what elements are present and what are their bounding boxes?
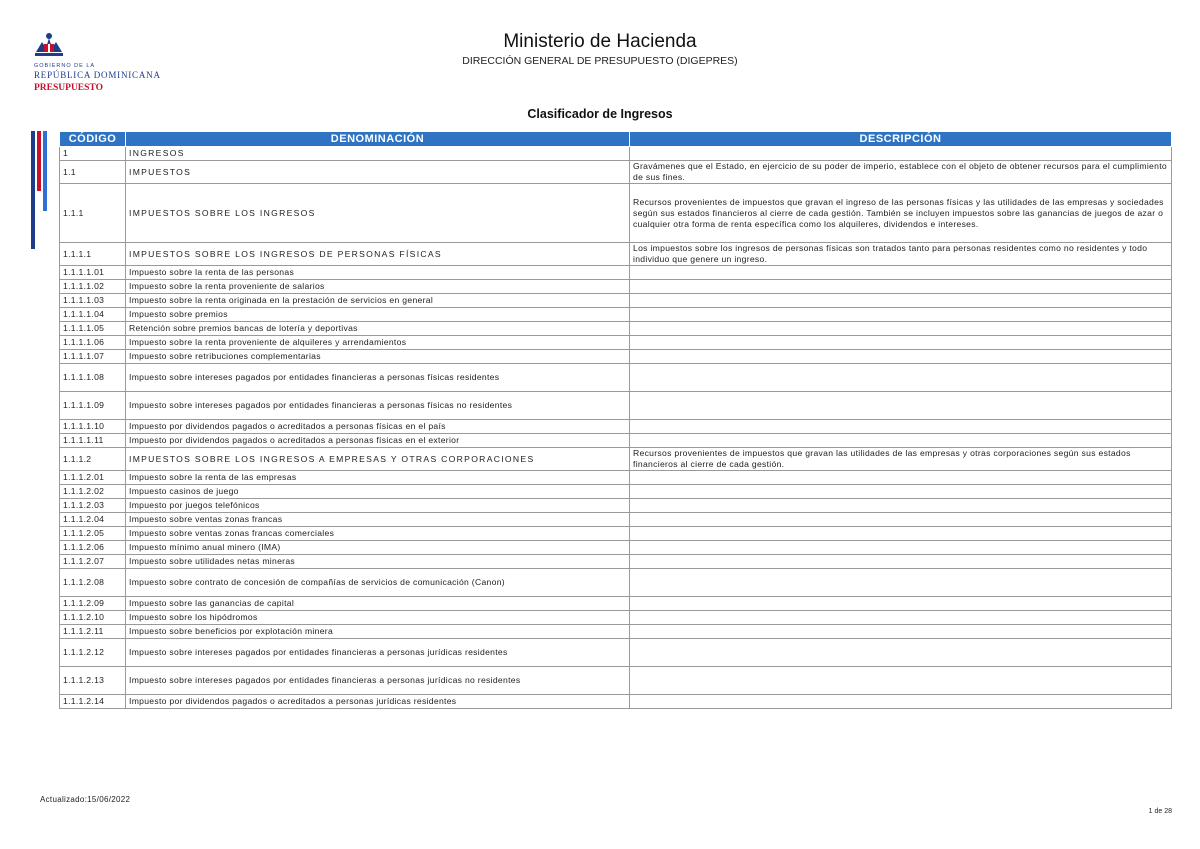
table-row bbox=[60, 161, 1172, 184]
code-cell: 1.1.1.1.08 bbox=[60, 364, 126, 392]
table-row bbox=[60, 448, 1172, 471]
table-row bbox=[60, 597, 1172, 611]
code-cell: 1.1.1.1.10 bbox=[60, 420, 126, 434]
description-cell bbox=[630, 364, 1172, 392]
description-cell bbox=[630, 392, 1172, 420]
ministry-title: Ministerio de Hacienda bbox=[503, 31, 697, 52]
code-cell: 1.1.1.2.11 bbox=[60, 625, 126, 639]
description-cell bbox=[630, 541, 1172, 555]
description-cell bbox=[630, 485, 1172, 499]
description-cell bbox=[630, 322, 1172, 336]
logo-line-presupuesto: PRESUPUESTO bbox=[34, 83, 103, 93]
updated-date: Actualizado:15/06/2022 bbox=[40, 795, 131, 804]
column-header-code: CÓDIGO bbox=[60, 132, 126, 147]
code-cell: 1.1.1.2.08 bbox=[60, 569, 126, 597]
table-row bbox=[60, 513, 1172, 527]
table-row bbox=[60, 667, 1172, 695]
name-cell: Impuesto sobre la renta de las personas bbox=[126, 266, 630, 280]
description-cell bbox=[630, 350, 1172, 364]
description-cell bbox=[630, 147, 1172, 161]
code-cell: 1.1.1.1.02 bbox=[60, 280, 126, 294]
table-row bbox=[60, 434, 1172, 448]
code-cell: 1.1.1.2 bbox=[60, 448, 126, 471]
description-cell bbox=[630, 471, 1172, 485]
code-cell: 1.1.1.2.02 bbox=[60, 485, 126, 499]
code-cell: 1.1.1.2.03 bbox=[60, 499, 126, 513]
name-cell: Impuesto sobre intereses pagados por entidades financieras a personas jurídicas residentes bbox=[126, 639, 630, 667]
code-cell: 1.1.1.1.09 bbox=[60, 392, 126, 420]
document-title: Clasificador de Ingresos bbox=[527, 107, 673, 121]
name-cell: Impuesto sobre intereses pagados por entidades financieras a personas físicas no residentes bbox=[126, 392, 630, 420]
table-row bbox=[60, 243, 1172, 266]
decorative-side-bars bbox=[31, 131, 51, 251]
code-cell: 1.1.1.1.05 bbox=[60, 322, 126, 336]
directorate-subtitle: DIRECCIÓN GENERAL DE PRESUPUESTO (DIGEPRES) bbox=[462, 55, 738, 67]
table-row bbox=[60, 569, 1172, 597]
name-cell: Impuesto por dividendos pagados o acreditados a personas físicas en el exterior bbox=[126, 434, 630, 448]
table-row bbox=[60, 294, 1172, 308]
name-cell: Impuesto sobre beneficios por explotación minera bbox=[126, 625, 630, 639]
name-cell: Impuesto sobre contrato de concesión de compañías de servicios de comunicación (Canon) bbox=[126, 569, 630, 597]
name-cell: IMPUESTOS SOBRE LOS INGRESOS DE PERSONAS FÍSICAS bbox=[126, 243, 630, 266]
name-cell: Impuesto casinos de juego bbox=[126, 485, 630, 499]
name-cell: Impuesto sobre retribuciones complementarias bbox=[126, 350, 630, 364]
table-row bbox=[60, 308, 1172, 322]
code-cell: 1.1.1.1.04 bbox=[60, 308, 126, 322]
blue-bar bbox=[43, 131, 47, 211]
name-cell: IMPUESTOS bbox=[126, 161, 630, 184]
logo-line-republic: REPÚBLICA DOMINICANA bbox=[34, 70, 161, 80]
code-cell: 1.1.1.1.01 bbox=[60, 266, 126, 280]
description-cell bbox=[630, 513, 1172, 527]
name-cell: Impuesto por juegos telefónicos bbox=[126, 499, 630, 513]
description-cell bbox=[630, 625, 1172, 639]
logo-line-government: GOBIERNO DE LA bbox=[34, 63, 96, 69]
code-cell: 1.1.1.1.06 bbox=[60, 336, 126, 350]
name-cell: Impuesto sobre la renta originada en la prestación de servicios en general bbox=[126, 294, 630, 308]
table-row bbox=[60, 280, 1172, 294]
table-row bbox=[60, 350, 1172, 364]
code-cell: 1.1.1.1.11 bbox=[60, 434, 126, 448]
table-row bbox=[60, 527, 1172, 541]
name-cell: IMPUESTOS SOBRE LOS INGRESOS bbox=[126, 184, 630, 243]
code-cell: 1.1 bbox=[60, 161, 126, 184]
table-row bbox=[60, 364, 1172, 392]
code-cell: 1.1.1.1 bbox=[60, 243, 126, 266]
name-cell: Impuesto sobre los hipódromos bbox=[126, 611, 630, 625]
code-cell: 1.1.1.1.03 bbox=[60, 294, 126, 308]
description-cell bbox=[630, 499, 1172, 513]
description-cell bbox=[630, 308, 1172, 322]
name-cell: Impuesto por dividendos pagados o acreditados a personas físicas en el país bbox=[126, 420, 630, 434]
table-row bbox=[60, 184, 1172, 243]
description-cell: Gravámenes que el Estado, en ejercicio de su poder de imperio, establece con el objeto de obtener recursos para el cumplimiento de sus fines. bbox=[630, 161, 1172, 184]
code-cell: 1.1.1.2.12 bbox=[60, 639, 126, 667]
name-cell: Impuesto por dividendos pagados o acreditados a personas jurídicas residentes bbox=[126, 695, 630, 709]
table-row bbox=[60, 499, 1172, 513]
table-row bbox=[60, 625, 1172, 639]
description-cell bbox=[630, 434, 1172, 448]
description-cell bbox=[630, 667, 1172, 695]
table-body bbox=[60, 147, 1172, 709]
description-cell bbox=[630, 569, 1172, 597]
description-cell: Recursos provenientes de impuestos que gravan el ingreso de las personas físicas y las utilidades de las empresas y sociedades según sus estados financieros al cierre de cada gestión. También se incluyen impuestos sobre las ganancias de juegos de azar o cualquier otra forma de renta específica como los alquileres, dividendos e intereses. bbox=[630, 184, 1172, 243]
name-cell: Impuesto sobre ventas zonas francas comerciales bbox=[126, 527, 630, 541]
table-row bbox=[60, 147, 1172, 161]
description-cell bbox=[630, 555, 1172, 569]
red-bar bbox=[37, 131, 41, 191]
column-header-name: DENOMINACIÓN bbox=[126, 132, 630, 147]
description-cell bbox=[630, 527, 1172, 541]
description-cell bbox=[630, 695, 1172, 709]
table-row bbox=[60, 336, 1172, 350]
code-cell: 1.1.1.2.04 bbox=[60, 513, 126, 527]
description-cell bbox=[630, 420, 1172, 434]
name-cell: Impuesto sobre la renta proveniente de salarios bbox=[126, 280, 630, 294]
code-cell: 1.1.1.1.07 bbox=[60, 350, 126, 364]
name-cell: Impuesto sobre intereses pagados por entidades financieras a personas jurídicas no residentes bbox=[126, 667, 630, 695]
code-cell: 1.1.1.2.05 bbox=[60, 527, 126, 541]
name-cell: INGRESOS bbox=[126, 147, 630, 161]
name-cell: IMPUESTOS SOBRE LOS INGRESOS A EMPRESAS Y OTRAS CORPORACIONES bbox=[126, 448, 630, 471]
description-cell: Los impuestos sobre los ingresos de personas físicas son tratados tanto para personas residentes como no residentes y todo individuo que genere un ingreso. bbox=[630, 243, 1172, 266]
table-row bbox=[60, 322, 1172, 336]
code-cell: 1.1.1 bbox=[60, 184, 126, 243]
code-cell: 1.1.1.2.01 bbox=[60, 471, 126, 485]
description-cell: Recursos provenientes de impuestos que gravan las utilidades de las empresas y otras corporaciones según sus estados financieros al cierre de cada gestión. bbox=[630, 448, 1172, 471]
description-cell bbox=[630, 294, 1172, 308]
name-cell: Impuesto sobre la renta proveniente de alquileres y arrendamientos bbox=[126, 336, 630, 350]
classifier-table bbox=[59, 131, 1172, 709]
column-header-description: DESCRIPCIÓN bbox=[630, 132, 1172, 147]
name-cell: Impuesto sobre la renta de las empresas bbox=[126, 471, 630, 485]
code-cell: 1.1.1.2.13 bbox=[60, 667, 126, 695]
code-cell: 1.1.1.2.07 bbox=[60, 555, 126, 569]
name-cell: Impuesto sobre utilidades netas mineras bbox=[126, 555, 630, 569]
code-cell: 1.1.1.2.09 bbox=[60, 597, 126, 611]
code-cell: 1.1.1.2.10 bbox=[60, 611, 126, 625]
name-cell: Retención sobre premios bancas de lotería y deportivas bbox=[126, 322, 630, 336]
name-cell: Impuesto sobre las ganancias de capital bbox=[126, 597, 630, 611]
description-cell bbox=[630, 266, 1172, 280]
table-row bbox=[60, 471, 1172, 485]
table-row bbox=[60, 611, 1172, 625]
description-cell bbox=[630, 611, 1172, 625]
code-cell: 1.1.1.2.14 bbox=[60, 695, 126, 709]
description-cell bbox=[630, 597, 1172, 611]
navy-bar bbox=[31, 131, 35, 249]
table-row bbox=[60, 555, 1172, 569]
table-row bbox=[60, 392, 1172, 420]
description-cell bbox=[630, 336, 1172, 350]
description-cell bbox=[630, 280, 1172, 294]
page-number: 1 de 28 bbox=[1148, 808, 1172, 815]
table-row bbox=[60, 541, 1172, 555]
name-cell: Impuesto sobre premios bbox=[126, 308, 630, 322]
name-cell: Impuesto sobre intereses pagados por entidades financieras a personas físicas residentes bbox=[126, 364, 630, 392]
table-row bbox=[60, 420, 1172, 434]
description-cell bbox=[630, 639, 1172, 667]
table-header-row bbox=[60, 132, 1172, 147]
name-cell: Impuesto sobre ventas zonas francas bbox=[126, 513, 630, 527]
code-cell: 1 bbox=[60, 147, 126, 161]
table-row bbox=[60, 485, 1172, 499]
table-row bbox=[60, 639, 1172, 667]
table-row bbox=[60, 695, 1172, 709]
code-cell: 1.1.1.2.06 bbox=[60, 541, 126, 555]
name-cell: Impuesto mínimo anual minero (IMA) bbox=[126, 541, 630, 555]
table-row bbox=[60, 266, 1172, 280]
